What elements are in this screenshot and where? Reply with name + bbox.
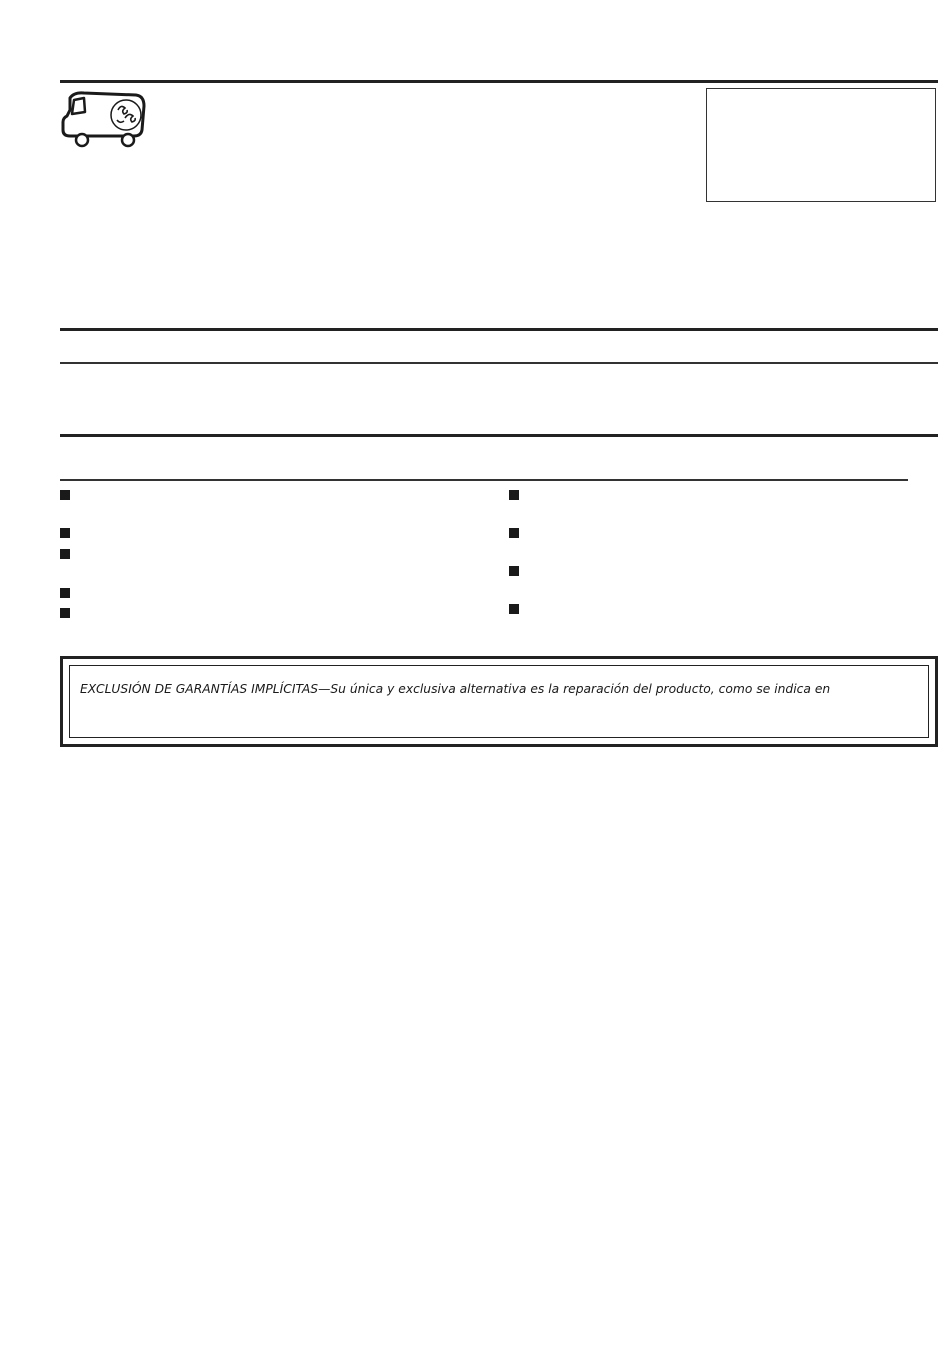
implied-warranty-exclusion-inner	[69, 665, 929, 738]
top-rule	[60, 80, 938, 83]
implied-warranty-exclusion-box	[60, 656, 938, 747]
implied-warranty-exclusion-text: EXCLUSIÓN DE GARANTÍAS IMPLÍCITAS—Su única y exclusiva alternativa es la reparación del producto, como se indica en	[80, 682, 831, 696]
service-truck-ge-icon	[58, 88, 150, 152]
section-rule-heavy-2	[60, 434, 938, 437]
square-bullet-icon	[60, 549, 70, 559]
square-bullet-icon	[60, 588, 70, 598]
square-bullet-icon	[509, 528, 519, 538]
square-bullet-icon	[509, 490, 519, 500]
section-rule-heavy	[60, 328, 938, 331]
square-bullet-icon	[509, 604, 519, 614]
section-rule-light	[60, 362, 938, 364]
square-bullet-icon	[60, 528, 70, 538]
square-bullet-icon	[60, 490, 70, 500]
list-header-rule	[60, 479, 908, 481]
square-bullet-icon	[60, 608, 70, 618]
receipt-stamp-box	[706, 88, 936, 202]
square-bullet-icon	[509, 566, 519, 576]
